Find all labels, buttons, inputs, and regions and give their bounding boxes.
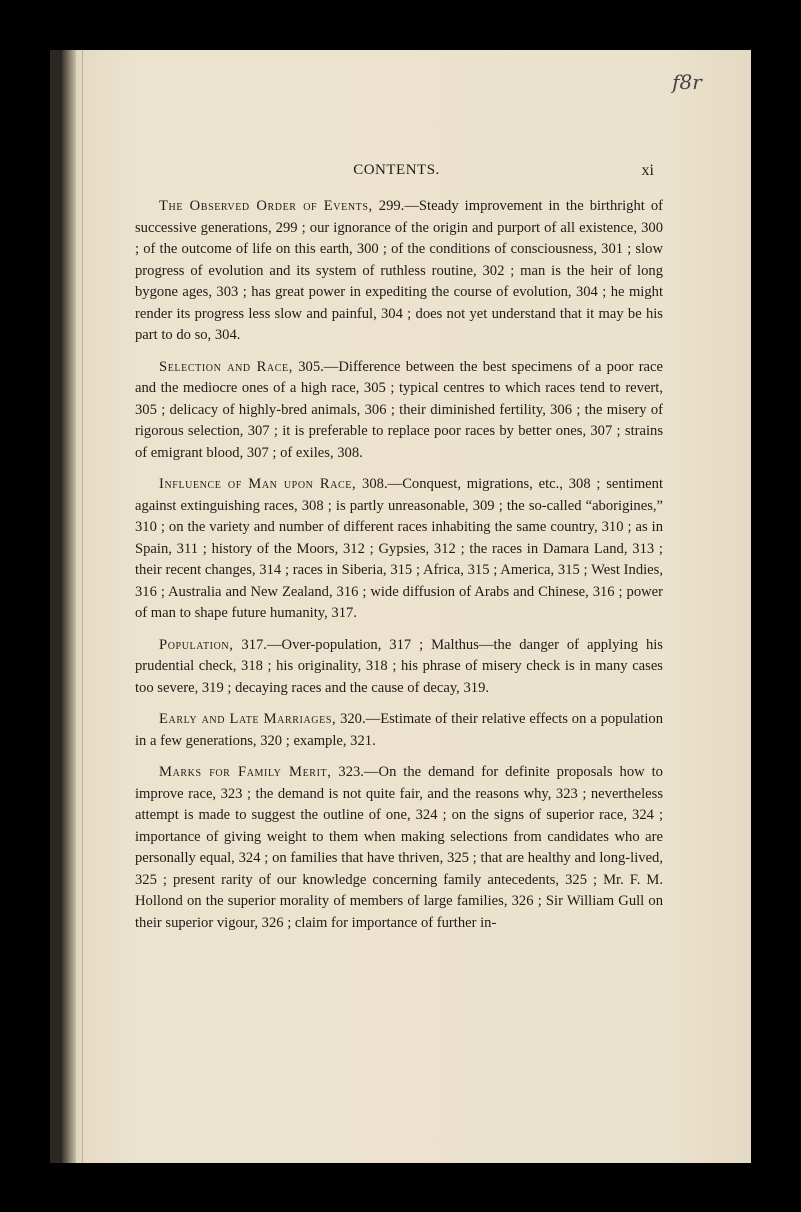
entry-text: 299.—Steady improvement in the birthright of successive generations, 299 ; our ignorance of the origin and purport of all existence, 300 ; of the outcome of life on this earth, 300 ; of the conditions of consciousness, 301 ; slow progress of evolution and its system of ruthless routine, 302 ; man is the heir of long bygone ages, 303 ; has great power in expediting the course of evolution, 304 ; he might render its progress less slow and painful, 304 ; does not yet understand that it may be his part to do so, 304. — [135, 198, 663, 343]
running-head — [139, 162, 654, 184]
contents-entry — [135, 357, 663, 465]
running-head-title: CONTENTS. — [353, 162, 440, 178]
entry-heading: Population, — [159, 636, 234, 653]
entry-heading: The Observed Order of Events, — [159, 198, 373, 214]
contents-entry — [135, 709, 663, 752]
entry-text: 317.—Over-population, 317 ; Malthus—the danger of applying his prudential check, 318 ; his originality, 318 ; his phrase of misery check is in many cases too severe, 319 ; decaying races and the cause of decay, 319. — [135, 636, 663, 696]
entry-heading: Selection and Race, — [159, 358, 293, 375]
page-number: xi — [641, 162, 654, 179]
contents-entry — [135, 474, 663, 625]
contents-body — [135, 196, 663, 944]
entry-heading: Early and Late Marriages, — [159, 711, 337, 727]
contents-entry — [135, 635, 663, 700]
book-page — [62, 50, 751, 1163]
entry-heading: Influence of Man upon Race, — [159, 476, 357, 492]
entry-text: 323.—On the demand for definite proposals how to improve race, 323 ; the demand is not quite fair, and the reasons why, 323 ; nevertheless attempt is made to suggest the outline of one, 324 ; on the signs of superior race, 324 ; importance of giving weight to them when making selections from candidates who are personally equal, 324 ; on families that have thriven, 325 ; that are healthy and long-lived, 325 ; present rarity of our knowledge concerning family antecedents, 325 ; Mr. F. M. Hollond on the superior morality of members of large families, 326 ; Sir William Gull on their superior vigour, 326 ; claim for importance of further in- — [135, 764, 663, 931]
entry-text: 308.—Conquest, migrations, etc., 308 ; sentiment against extinguishing races, 308 ; is partly unreasonable, 309 ; the so-called “aborigines,” 310 ; on the variety and number of different races inhabiting the same country, 310 ; as in Spain, 311 ; history of the Moors, 312 ; Gypsies, 312 ; the races in Damara Land, 313 ; their recent changes, 314 ; races in Siberia, 315 ; Africa, 315 ; America, 315 ; West Indies, 316 ; Australia and New Zealand, 316 ; wide diffusion of Arabs and Chinese, 316 ; power of man to shape future humanity, 317. — [135, 476, 663, 621]
entry-text: 320.—Estimate of their relative effects on a population in a few generations, 320 ; example, 321. — [135, 711, 664, 749]
page-gutter — [62, 50, 76, 1163]
scanned-page-frame — [50, 50, 751, 1163]
contents-entry — [135, 196, 663, 347]
contents-entry — [135, 762, 663, 934]
handwritten-annotation: f8r — [672, 70, 702, 94]
entry-heading: Marks for Family Merit, — [159, 764, 332, 780]
entry-text: 305.—Difference between the best specimens of a poor race and the mediocre ones of a high race, 305 ; typical centres to which races tend to revert, 305 ; delicacy of highly-bred animals, 306 ; their diminished fertility, 306 ; the misery of rigorous selection, 307 ; it is preferable to replace poor races by better ones, 307 ; strains of emigrant blood, 307 ; of exiles, 308. — [135, 358, 663, 461]
spine-line — [82, 50, 83, 1163]
